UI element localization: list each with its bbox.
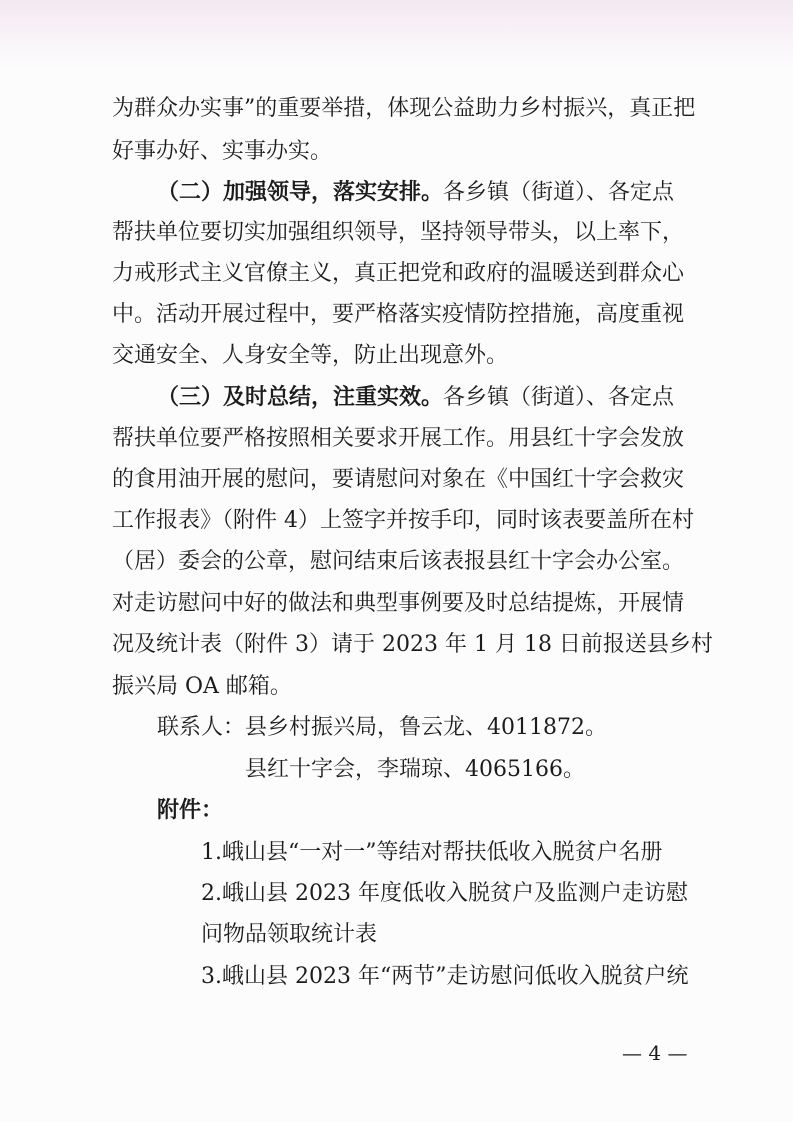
body-text: 各乡镇（街道）、各定点: [443, 385, 675, 410]
section-3-first-line: [157, 382, 674, 413]
scan-edge-tint: [0, 0, 793, 70]
body-text-line: 振兴局 OA 邮箱。: [112, 674, 292, 699]
body-text-line: 交通安全、人身安全等，防止出现意外。: [112, 343, 509, 368]
attachment-item: 问物品领取统计表: [201, 922, 378, 947]
body-text: 各乡镇（街道）、各定点: [443, 180, 675, 205]
body-text-line: 中。活动开展过程中，要严格落实疫情防控措施，高度重视: [112, 302, 685, 327]
body-text-line: 工作报表》（附件 4）上签字并按手印，同时该表要盖所在村: [112, 508, 694, 533]
contact-line: 联系人：县乡村振兴局，鲁云龙、4011872。: [157, 715, 607, 740]
attachment-item: 3.峨山县 2023 年“两节”走访慰问低收入脱贫户统: [201, 964, 689, 989]
body-text-line: 的食用油开展的慰问，要请慰问对象在《中国红十字会救灾: [112, 467, 685, 492]
attachments-label: 附件：: [157, 797, 224, 823]
body-text-line: 况及统计表（附件 3）请于 2023 年 1 月 18 日前报送县乡村: [112, 632, 713, 657]
page-number: — 4 —: [622, 1041, 688, 1065]
attachment-item: 1.峨山县“一对一”等结对帮扶低收入脱贫户名册: [201, 840, 663, 865]
contact-line: 县红十字会，李瑞琼、4065166。: [245, 757, 585, 782]
body-text-line: 帮扶单位要切实加强组织领导，坚持领导带头，以上率下，: [112, 220, 685, 245]
body-text-line: 好事办好、实事办实。: [112, 139, 333, 164]
attachment-item: 2.峨山县 2023 年度低收入脱贫户及监测户走访慰: [201, 881, 688, 906]
body-text-line: 对走访慰问中好的做法和典型事例要及时总结提炼，开展情: [112, 591, 685, 616]
body-text-line: 为群众办实事”的重要举措，体现公益助力乡村振兴，真正把: [112, 96, 696, 121]
body-text-line: 力戒形式主义官僚主义，真正把党和政府的温暖送到群众心: [112, 261, 685, 286]
section-2-first-line: [157, 177, 674, 208]
section-2-heading: （二）加强领导，落实安排。: [157, 179, 444, 205]
body-text-line: （居）委会的公章，慰问结束后该表报县红十字会办公室。: [112, 549, 685, 574]
body-text-line: 帮扶单位要严格按照相关要求开展工作。用县红十字会发放: [112, 426, 685, 451]
section-3-heading: （三）及时总结，注重实效。: [157, 384, 444, 410]
